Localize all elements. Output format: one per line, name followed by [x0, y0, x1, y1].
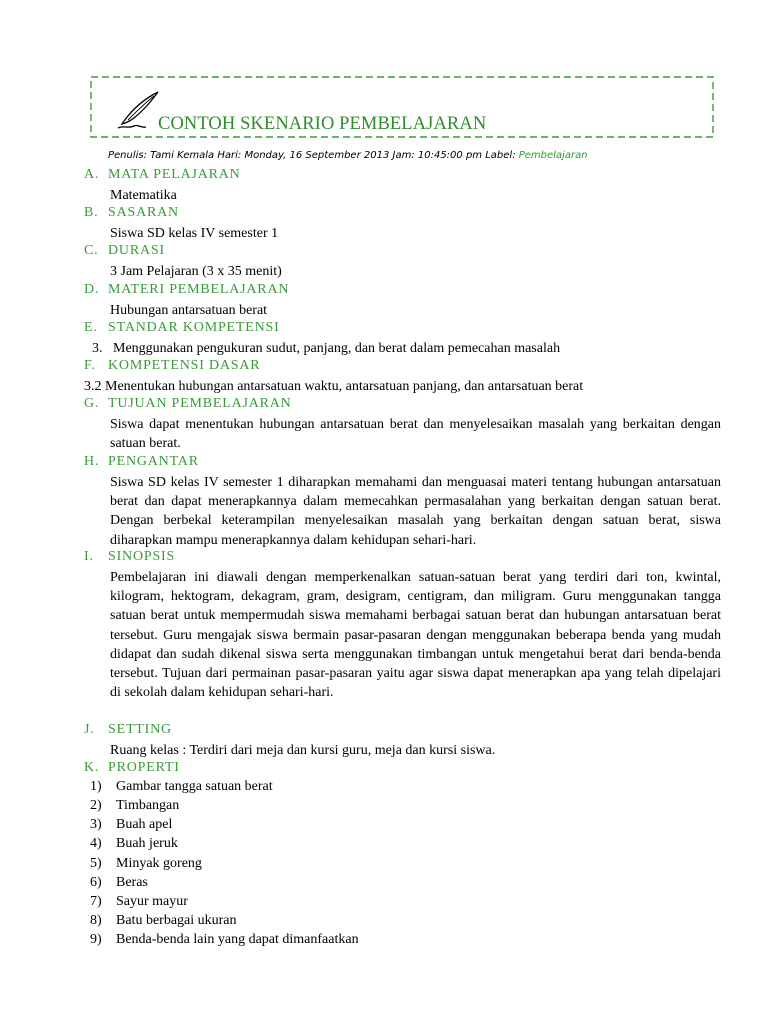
section-g-heading — [84, 396, 292, 412]
section-title: DURASI — [108, 243, 165, 258]
section-h-heading — [84, 454, 199, 470]
list-text: Buah apel — [116, 817, 173, 832]
list-item — [90, 913, 237, 929]
list-text: Sayur mayur — [116, 894, 188, 909]
section-letter: I. — [84, 549, 94, 564]
list-item — [90, 875, 148, 891]
section-a-text: Matematika — [110, 188, 177, 203]
post-meta — [108, 150, 588, 161]
section-title: SASARAN — [108, 205, 179, 220]
section-c-text: 3 Jam Pelajaran (3 x 35 menit) — [110, 264, 282, 279]
list-item — [90, 779, 273, 795]
list-number: 7) — [90, 894, 102, 909]
list-item — [90, 817, 172, 833]
section-a-heading — [84, 167, 241, 183]
section-h-text: Siswa SD kelas IV semester 1 diharapkan memahami dan menguasai materi tentang hubungan antarsatuan berat dan dapat menerapkannya dalam memecahkan permasalahan yang berkaitan dengan satuan berat. Dengan berbekal keterampilan menyelesaikan masalah yang berkaitan dengan satuan berat, siswa diharapkan mampu menerapkannya dalam kehidupan sehari-hari. — [110, 475, 721, 548]
list-number: 9) — [90, 932, 102, 947]
section-title: STANDAR KOMPETENSI — [108, 320, 280, 335]
section-f-text: 3.2 Menentukan hubungan antarsatuan waktu, antarsatuan panjang, dan antarsatuan berat — [84, 379, 584, 394]
list-number: 5) — [90, 856, 102, 871]
list-text: Timbangan — [116, 798, 180, 813]
section-j-text: Ruang kelas : Terdiri dari meja dan kursi guru, meja dan kursi siswa. — [110, 743, 496, 758]
section-c-heading — [84, 243, 165, 259]
list-text: Benda-benda lain yang dapat dimanfaatkan — [116, 932, 359, 947]
section-letter: C. — [84, 243, 99, 258]
list-item — [90, 836, 178, 852]
label-link[interactable]: Pembelajaran — [518, 150, 588, 161]
section-b-text: Siswa SD kelas IV semester 1 — [110, 226, 279, 241]
section-d-text: Hubungan antarsatuan berat — [110, 303, 268, 318]
section-i-heading — [84, 549, 175, 565]
title-box — [90, 76, 714, 138]
list-text: Minyak goreng — [116, 856, 202, 871]
list-item — [90, 798, 179, 814]
list-text: Gambar tangga satuan berat — [116, 779, 273, 794]
section-e-heading — [84, 320, 280, 336]
section-letter: F. — [84, 358, 96, 373]
section-d-heading — [84, 282, 289, 298]
section-title: PROPERTI — [108, 760, 180, 775]
section-k-heading — [84, 760, 180, 776]
quill-pen-icon — [116, 90, 162, 130]
section-title: TUJUAN PEMBELAJARAN — [108, 396, 292, 411]
list-number: 6) — [90, 875, 102, 890]
list-text: Batu berbagai ukuran — [116, 913, 237, 928]
list-item — [90, 856, 202, 872]
section-title: MATERI PEMBELAJARAN — [108, 282, 290, 297]
section-b-heading — [84, 205, 179, 221]
section-i-text: Pembelajaran ini diawali dengan memperkenalkan satuan-satuan berat yang terdiri dari ton, kwintal, kilogram, hektogram, dekagram, gram, desigram, centigram, dan miligram. Guru menggunakan tangga satuan berat untuk mempermudah siswa memahami berbagai satuan berat dan hubungan antarsatuan berat tersebut. Guru mengajak siswa bermain pasar-pasaran dengan menggunakan beberapa benda yang mudah didapat dan sudah dikenal siswa serta menggunakan timbangan untuk mengetahui berat dari benda-benda tersebut. Tujuan dari permainan pasar-pasaran yaitu agar siswa dapat menerapkan apa yang telah dipelajari di sekolah dalam kehidupan sehari-hari. — [110, 570, 721, 701]
section-letter: A. — [84, 167, 100, 182]
meta-text: Penulis: Tami Kemala Hari: Monday, 16 September 2013 Jam: 10:45:00 pm Label: — [108, 150, 519, 161]
section-f-heading — [84, 358, 260, 374]
list-text: Beras — [116, 875, 148, 890]
section-title: PENGANTAR — [108, 454, 199, 469]
section-e-text: 3. Menggunakan pengukuran sudut, panjang, dan berat dalam pemecahan masalah — [92, 341, 561, 356]
section-letter: E. — [84, 320, 98, 335]
list-number: 4) — [90, 836, 102, 851]
document-title: CONTOH SKENARIO PEMBELAJARAN — [158, 114, 487, 134]
section-title: SINOPSIS — [108, 549, 176, 564]
section-letter: J. — [84, 722, 95, 737]
list-number: 3) — [90, 817, 102, 832]
section-letter: G. — [84, 396, 100, 411]
list-number: 8) — [90, 913, 102, 928]
list-number: 1) — [90, 779, 102, 794]
list-text: Buah jeruk — [116, 836, 178, 851]
section-title: KOMPETENSI DASAR — [108, 358, 261, 373]
section-letter: K. — [84, 760, 100, 775]
list-item — [90, 932, 359, 948]
section-letter: B. — [84, 205, 99, 220]
section-j-heading — [84, 722, 172, 738]
section-letter: D. — [84, 282, 100, 297]
section-title: SETTING — [108, 722, 172, 737]
section-g-text: Siswa dapat menentukan hubungan antarsatuan berat dan menyelesaikan masalah yang berkaitan dengan satuan berat. — [110, 417, 721, 452]
list-item — [90, 894, 188, 910]
section-letter: H. — [84, 454, 100, 469]
section-title: MATA PELAJARAN — [108, 167, 241, 182]
list-number: 2) — [90, 798, 102, 813]
